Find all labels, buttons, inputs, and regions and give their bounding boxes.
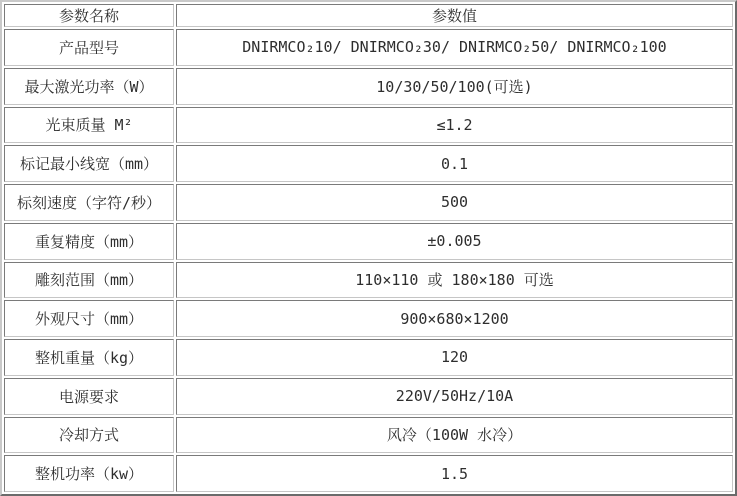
table-row [4,145,733,182]
param-name-cell: 外观尺寸（mm） [4,300,174,337]
table-row [4,68,733,105]
param-name-cell: 产品型号 [4,29,174,66]
param-name-cell: 冷却方式 [4,417,174,454]
table-row [4,29,733,66]
param-value-cell: ±0.005 [176,223,733,260]
table-row [4,300,733,337]
param-value-cell: 0.1 [176,145,733,182]
param-value-cell: ≤1.2 [176,107,733,144]
param-value-cell: 900×680×1200 [176,300,733,337]
table-row [4,107,733,144]
header-param-value: 参数值 [176,4,733,27]
param-name-cell: 标记最小线宽（mm） [4,145,174,182]
table-row [4,417,733,454]
table-row [4,455,733,492]
spec-table-body [4,29,733,492]
param-name-cell: 电源要求 [4,378,174,415]
header-row [4,4,733,27]
header-param-name: 参数名称 [4,4,174,27]
table-row [4,223,733,260]
param-value-cell: 120 [176,339,733,376]
param-value-cell: DNIRMCO₂10/ DNIRMCO₂30/ DNIRMCO₂50/ DNIRMCO₂100 [176,29,733,66]
spec-table-header [4,4,733,27]
param-name-cell: 整机重量（kg） [4,339,174,376]
param-name-cell: 雕刻范围（mm） [4,262,174,299]
table-row [4,262,733,299]
param-value-cell: 220V/50Hz/10A [176,378,733,415]
param-value-cell: 500 [176,184,733,221]
table-row [4,184,733,221]
param-name-cell: 整机功率（kw） [4,455,174,492]
param-name-cell: 光束质量 M² [4,107,174,144]
param-name-cell: 最大激光功率（W） [4,68,174,105]
param-name-cell: 重复精度（mm） [4,223,174,260]
param-value-cell: 10/30/50/100(可选) [176,68,733,105]
param-value-cell: 风冷（100W 水冷） [176,417,733,454]
param-name-cell: 标刻速度（字符/秒） [4,184,174,221]
table-row [4,339,733,376]
table-row [4,378,733,415]
param-value-cell: 1.5 [176,455,733,492]
param-value-cell: 110×110 或 180×180 可选 [176,262,733,299]
